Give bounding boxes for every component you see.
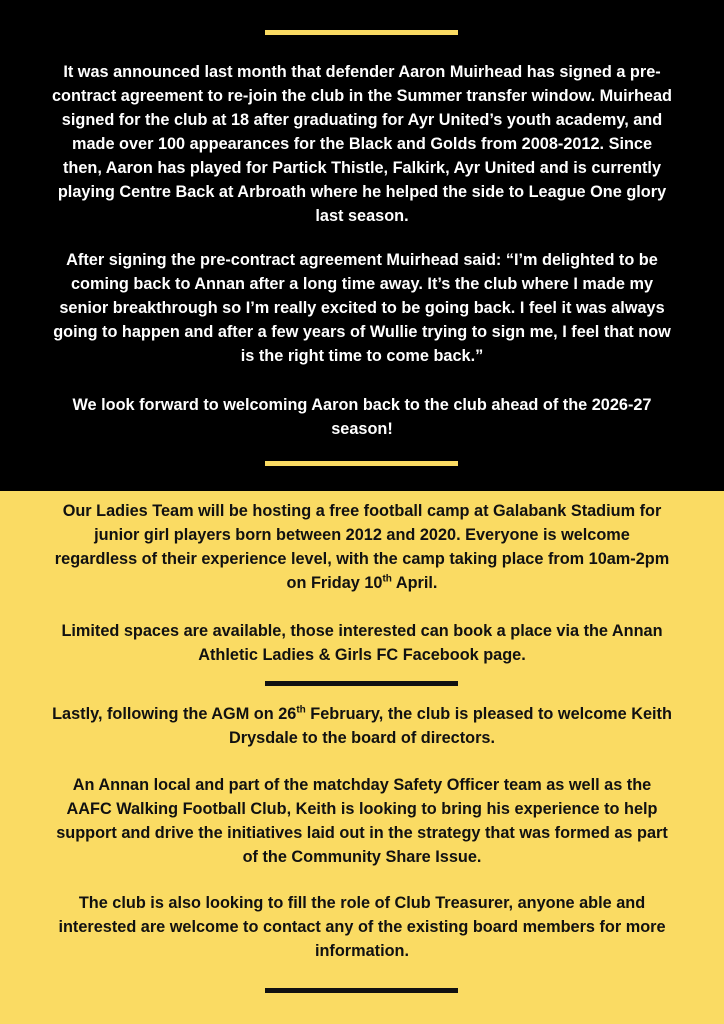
board-agm <box>52 702 672 750</box>
ladies-camp-text: Our Ladies Team will be hosting a free football camp at Galabank Stadium for junior girl players born between 2012 and 2020. Everyone is welcome regardless of their experience level, with the camp taking place from 10am-2pm on Friday 10 <box>54 502 670 592</box>
ladies-camp-date-sup: th <box>382 573 392 585</box>
ladies-camp-date-end: April. <box>391 574 438 592</box>
board-agm-text: Lastly, following the AGM on 26 <box>52 705 297 723</box>
divider-top <box>265 30 458 35</box>
divider-middle <box>265 681 458 686</box>
ladies-camp-booking: Limited spaces are available, those interested can book a place via the Annan Athletic Ladies & Girls FC Facebook page. <box>61 622 663 664</box>
board-agm-end: February, the club is pleased to welcome Keith Drysdale to the board of directors. <box>229 705 672 747</box>
muirhead-quote: After signing the pre-contract agreement Muirhead said: “I’m delighted to be coming back to Annan after a long time away. It’s the club where I made my senior breakthrough so I’m really excited to be going back. I feel it was always going to happen and after a few years of Wullie trying to sign me, I feel that now is the right time to come back.” <box>53 251 671 365</box>
muirhead-announcement: It was announced last month that defender Aaron Muirhead has signed a pre-contract agreement to re-join the club in the Summer transfer window. Muirhead signed for the club at 18 after graduating for Ayr United’s youth academy, and made over 100 appearances for the Black and Golds from 2008-2012. Since then, Aaron has played for Partick Thistle, Falkirk, Ayr United and is currently playing Centre Back at Arbroath where he helped the side to League One glory last season. <box>52 63 672 225</box>
board-keith: An Annan local and part of the matchday Safety Officer team as well as the AAFC Walking Football Club, Keith is looking to bring his experience to help support and drive the initiatives laid out in the strategy that was formed as part of the Community Share Issue. <box>56 776 668 866</box>
divider-bottom <box>265 988 458 993</box>
board-agm-sup: th <box>296 704 306 716</box>
muirhead-section <box>0 0 724 491</box>
board-treasurer: The club is also looking to fill the role of Club Treasurer, anyone able and interested are welcome to contact any of the existing board members for more information. <box>58 894 666 960</box>
muirhead-closing: We look forward to welcoming Aaron back to the club ahead of the 2026-27 season! <box>72 396 652 438</box>
ladies-camp-intro <box>52 499 672 595</box>
community-section <box>0 491 724 1024</box>
divider-top-end <box>265 461 458 466</box>
